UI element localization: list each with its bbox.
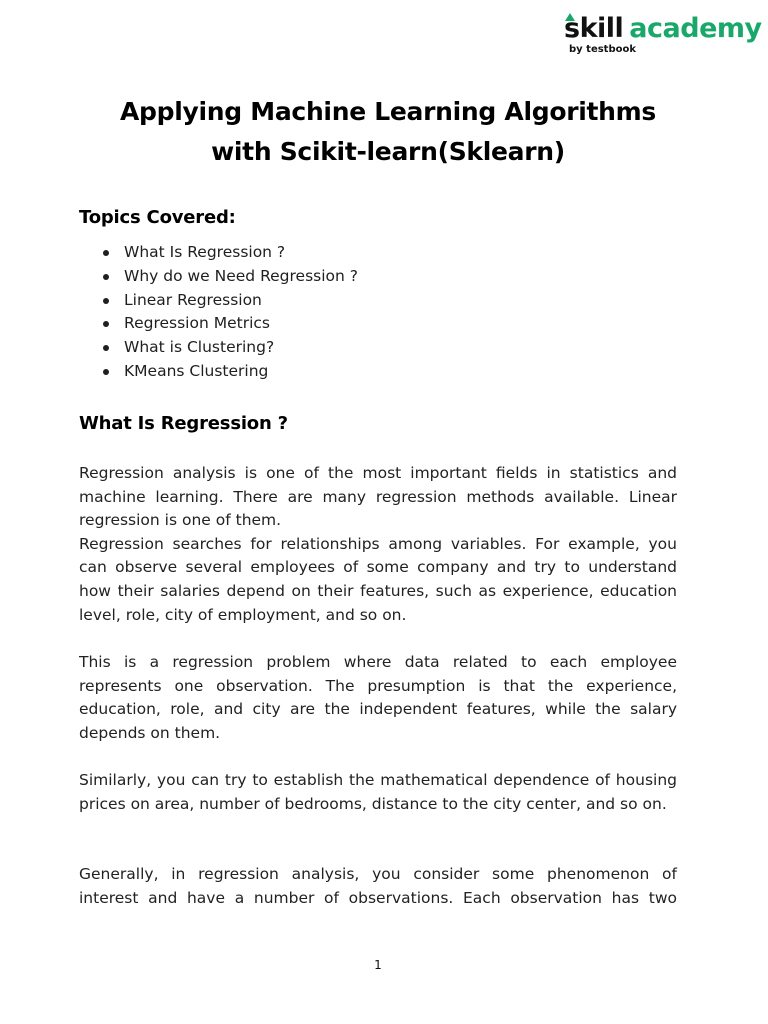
paragraph: Regression searches for relationships among variables. For example, you can observe several employees of some company and try to understand how their salaries depend on their features, such as experience, education level, role, city of employment, and so on.	[79, 534, 677, 624]
topic-label: Regression Metrics	[124, 314, 270, 333]
list-item	[100, 312, 358, 336]
topic-label: Linear Regression	[124, 290, 262, 309]
list-item	[100, 336, 358, 360]
topic-label: KMeans Clustering	[124, 361, 269, 380]
topic-label: What is Clustering?	[124, 338, 275, 357]
paragraph: Regression analysis is one of the most important fields in statistics and machine learning. There are many regression methods available. Linear regression is one of them.	[79, 464, 677, 530]
topic-label: Why do we Need Regression ?	[124, 266, 359, 285]
title-line-2: with Scikit-learn(Sklearn)	[211, 137, 565, 166]
paragraph: This is a regression problem where data related to each employee represents one observation. The presumption is that the experience, education, role, and city are the independent features, while the salary depends on them.	[79, 653, 677, 742]
topics-heading: Topics Covered:	[79, 207, 236, 228]
paragraph: Generally, in regression analysis, you consider some phenomenon of interest and have a number of observations. Each observation has two	[79, 865, 677, 907]
bullet-icon	[103, 298, 109, 304]
topics-list	[100, 241, 358, 384]
list-item	[100, 265, 358, 289]
bullet-icon	[103, 345, 109, 351]
logo-brand-suffix: academy	[629, 13, 762, 44]
document-title	[60, 92, 716, 172]
bullet-icon	[103, 250, 109, 256]
bullet-icon	[103, 321, 109, 327]
logo-wordmark	[564, 12, 762, 46]
logo-subtext: by testbook	[569, 44, 637, 55]
page-number: 1	[374, 958, 382, 972]
list-item	[100, 241, 358, 265]
bullet-icon	[103, 274, 109, 280]
paragraph: Similarly, you can try to establish the mathematical dependence of housing prices on area, number of bedrooms, distance to the city center, and so on.	[79, 771, 677, 813]
title-line-1: Applying Machine Learning Algorithms	[120, 97, 656, 126]
list-item	[100, 289, 358, 313]
bullet-icon	[103, 369, 109, 375]
list-item	[100, 360, 358, 384]
paragraph-block-1	[79, 462, 677, 627]
topic-label: What Is Regression ?	[124, 243, 286, 261]
skill-academy-logo	[564, 12, 762, 60]
logo-brand-word: skill	[564, 13, 624, 44]
section-heading: What Is Regression ?	[79, 413, 288, 434]
